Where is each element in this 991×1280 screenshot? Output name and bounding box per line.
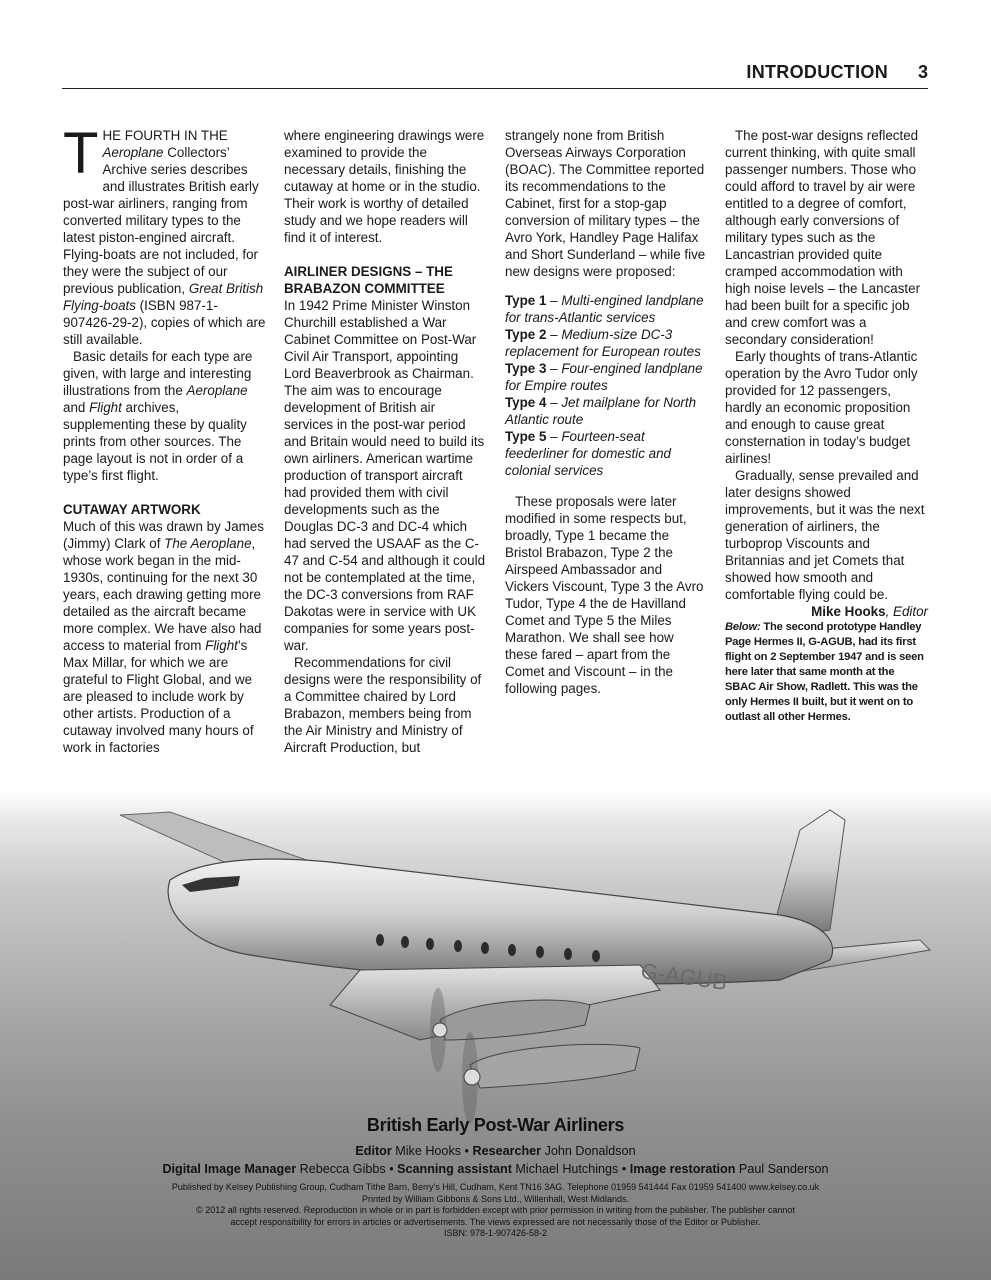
publisher-info: Published by Kelsey Publishing Group, Cudham Tithe Barn, Berry’s Hill, Cudham, Kent TN16 3AG. Telephone 01959 541444 Fax 01959 541400 www.kelsey.co.uk <box>171 1182 820 1192</box>
credits-block <box>0 1115 991 1240</box>
section-title: INTRODUCTION <box>746 62 888 82</box>
section-heading-cutaway: CUTAWAY ARTWORK <box>63 502 201 517</box>
body-paragraph: Early thoughts of trans-Atlantic operation by the Avro Tudor only provided for 12 passengers, hardly an economic proposition and enough to cause great consternation in today’s budget airlines! <box>725 349 918 466</box>
page-number: 3 <box>917 62 928 82</box>
body-paragraph: Much of this was drawn by James (Jimmy) Clark of The Aeroplane, whose work began in the mid-1930s, continuing for the next 30 years, each drawing getting more detailed as the aircraft became more complex. We have also had access to material from Flight’s Max Millar, for which we are grateful to Flight Global, and we are pleased to include work by other artists. Production of a cutaway involved many hours of work in factories <box>63 519 264 755</box>
book-title: British Early Post-War Airliners <box>366 1115 625 1135</box>
rights-notice: © 2012 all rights reserved. Reproduction in whole or in part is forbidden except with prior permission in writing from the publisher. The publisher cannot <box>196 1205 795 1215</box>
design-type-item: Type 4 – Jet mailplane for North Atlantic route <box>505 395 697 427</box>
column-4 <box>725 127 928 725</box>
body-paragraph: where engineering drawings were examined to provide the necessary details, finishing the cutaway at home or in the studio. Their work is worthy of detailed study and we hope readers will find it of interest. <box>284 128 485 245</box>
design-types-list <box>505 292 708 479</box>
body-paragraph: strangely none from British Overseas Airways Corporation (BOAC). The Committee reported its recommendations to the Cabinet, first for a stop-gap conversion of military types – the Avro York, Handley Page Halifax and Short Sunderland – while five new designs were proposed: <box>505 128 706 279</box>
page-header <box>62 58 928 89</box>
engine-nacelle <box>470 1044 640 1088</box>
body-paragraph: Gradually, sense prevailed and later designs showed improvements, but it was the next generation of airliners, the turboprop Viscounts and Britannias and jet Comets that showed how smooth and comfortable flying could be. <box>725 468 925 602</box>
body-paragraph: Basic details for each type are given, with large and interesting illustrations from the Aeroplane and Flight archives, supplementing these by quality prints from other sources. The page layout is not in order of a type’s first flight. <box>63 349 253 483</box>
body-paragraph: The post-war designs reflected current thinking, with quite small passenger numbers. Those who could afford to travel by air were entitled to a degree of comfort, although early conversions of military types such as the Lancastrian provided quite cramped accommodation with high noise levels – the Lancaster had been built for a specific job and crew comfort was a secondary consideration! <box>725 128 921 347</box>
credits-line-editors: Editor Mike Hooks • Researcher John Donaldson <box>355 1144 636 1158</box>
column-1 <box>63 121 266 756</box>
photo-caption: Below: The second prototype Handley Page Hermes II, G-AGUB, had its first flight on 2 September 1947 and is seen here later that same month at the SBAC Air Show, Radlett. This was the only Hermes II built, but it went on to outlast all other Hermes. <box>725 621 924 723</box>
design-type-item: Type 3 – Four-engined landplane for Empire routes <box>505 361 703 393</box>
rights-notice-cont: accept responsibility for errors in articles or advertisements. The views expressed are not necessarily those of the Editor or Publisher. <box>230 1216 761 1227</box>
section-heading-brabazon: AIRLINER DESIGNS – THE BRABAZON COMMITTEE <box>284 264 453 296</box>
body-paragraph: These proposals were later modified in some respects but, broadly, Type 1 became the Bristol Brabazon, Type 2 the Airspeed Ambassador and Vickers Viscount, Type 3 the Avro Tudor, Type 4 the de Havilland Comet and Type 5 the Miles Marathon. We shall see how these fared – apart from the Comet and Viscount – in the following pages. <box>505 494 704 696</box>
body-paragraph: Recommendations for civil designs were the responsibility of a Committee chaired by Lord Brabazon, members being from the Air Ministry and Ministry of Aircraft Production, but <box>284 655 482 755</box>
column-2 <box>284 127 487 756</box>
aircraft-registration: G-AGUB <box>639 958 729 996</box>
drop-cap: T <box>63 121 99 186</box>
printer-info: Printed by William Gibbons & Sons Ltd., Willenhall, West Midlands. <box>362 1193 629 1204</box>
design-type-item: Type 1 – Multi-engined landplane for trans-Atlantic services <box>505 293 704 325</box>
body-paragraph: In 1942 Prime Minister Winston Churchill established a War Cabinet Committee on Post-War Civil Air Transport, appointing Lord Beaverbrook as Chairman. The aim was to encourage development of British air services in the post-war period and Britain would need to build its own airliners. American wartime production of transport aircraft had provided them with civil developments such as the Douglas DC-3 and DC-4 which had served the USAAF as the C-47 and C-54 and although it could not be contemplated at the time, the DC-3 conversions from RAF Dakotas were in service with UK companies for some years post-war. <box>284 298 486 653</box>
intro-paragraph: THE FOURTH IN THE Aeroplane Collectors’ Archive series describes and illustrates British early post-war airliners, ranging from converted military types to the latest piston-engined aircraft. Flying-boats are not included, for they were the subject of our previous publication, Great British Flying-boats (ISBN 987-1-907426-29-2), copies of which are still available. <box>63 121 266 347</box>
design-type-item: Type 5 – Fourteen-seat feederliner for domestic and colonial services <box>505 429 671 478</box>
editor-signature: Mike Hooks, Editor <box>811 604 928 619</box>
credits-line-staff: Digital Image Manager Rebecca Gibbs • Scanning assistant Michael Hutchings • Image restoration Paul Sanderson <box>162 1162 829 1176</box>
column-3 <box>505 127 708 697</box>
design-type-item: Type 2 – Medium-size DC-3 replacement for European routes <box>505 327 701 359</box>
isbn: ISBN: 978-1-907426-58-2 <box>443 1228 548 1238</box>
fuselage <box>168 859 832 984</box>
